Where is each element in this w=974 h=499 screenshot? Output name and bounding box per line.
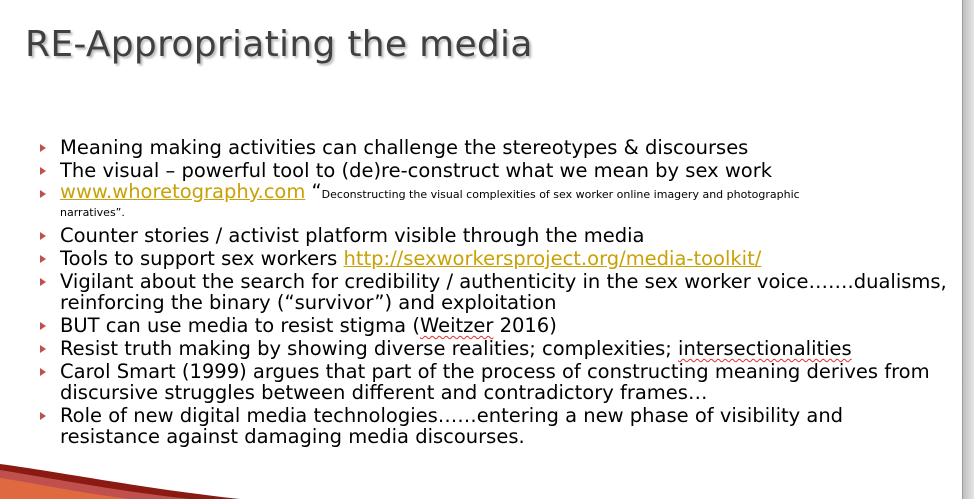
bullet-item bbox=[38, 248, 948, 269]
bullet-item bbox=[38, 137, 948, 158]
bullet-arrow-icon bbox=[40, 255, 46, 263]
link-description: Deconstructing the visual complexities of sex worker online imagery and photographic bbox=[321, 188, 800, 201]
bullet-arrow-icon bbox=[40, 345, 46, 353]
bullet-item bbox=[38, 315, 948, 336]
bullet-item bbox=[38, 160, 948, 181]
bullet-text: Role of new digital media technologies……entering a new phase of visibility and resistance against damaging media discourses. bbox=[60, 404, 844, 448]
spellcheck-word: Weitzer bbox=[419, 314, 494, 337]
scrollbar[interactable] bbox=[962, 0, 974, 499]
bullet-item bbox=[38, 271, 948, 313]
bullet-arrow-icon bbox=[40, 167, 46, 175]
bullet-text: Meaning making activities can challenge the stereotypes & discourses bbox=[60, 136, 749, 159]
bullet-arrow-icon bbox=[40, 322, 46, 330]
bullet-item bbox=[38, 180, 948, 219]
bullet-arrow-icon bbox=[40, 278, 46, 286]
whoretography-link[interactable]: www.whoretography.com bbox=[60, 180, 306, 203]
bullet-item bbox=[38, 225, 948, 246]
media-toolkit-link[interactable]: http://sexworkersproject.org/media-toolkit/ bbox=[343, 247, 762, 270]
bullet-text: The visual – powerful tool to (de)re-construct what we mean by sex work bbox=[60, 159, 773, 182]
bullet-text: Resist truth making by showing diverse realities; complexities; bbox=[60, 337, 679, 360]
bullet-list bbox=[38, 137, 948, 449]
bullet-text: BUT can use media to resist stigma ( bbox=[60, 314, 420, 337]
bullet-text: Tools to support sex workers bbox=[60, 247, 344, 270]
bullet-item bbox=[38, 361, 948, 403]
bullet-text-end: 2016) bbox=[493, 314, 557, 337]
slide-title: RE-Appropriating the media bbox=[25, 24, 533, 65]
decorative-swoosh bbox=[0, 460, 240, 499]
spellcheck-word: intersectionalities bbox=[678, 337, 852, 360]
bullet-arrow-icon bbox=[40, 190, 46, 198]
quote-mark: “ bbox=[305, 180, 322, 203]
bullet-arrow-icon bbox=[40, 368, 46, 376]
bullet-text: Vigilant about the search for credibility / authenticity in the sex worker voice…….dualisms, reinforcing the binary (“survivor”) and exploitation bbox=[60, 270, 947, 314]
bullet-arrow-icon bbox=[40, 144, 46, 152]
bullet-item bbox=[38, 338, 948, 359]
bullet-text: Counter stories / activist platform visible through the media bbox=[60, 224, 645, 247]
link-description-cont: narratives”. bbox=[60, 206, 125, 219]
bullet-text: Carol Smart (1999) argues that part of the process of constructing meaning derives from discursive struggles between different and contradictory frames… bbox=[60, 360, 930, 404]
bullet-arrow-icon bbox=[40, 412, 46, 420]
bullet-item bbox=[38, 405, 948, 447]
bullet-arrow-icon bbox=[40, 232, 46, 240]
